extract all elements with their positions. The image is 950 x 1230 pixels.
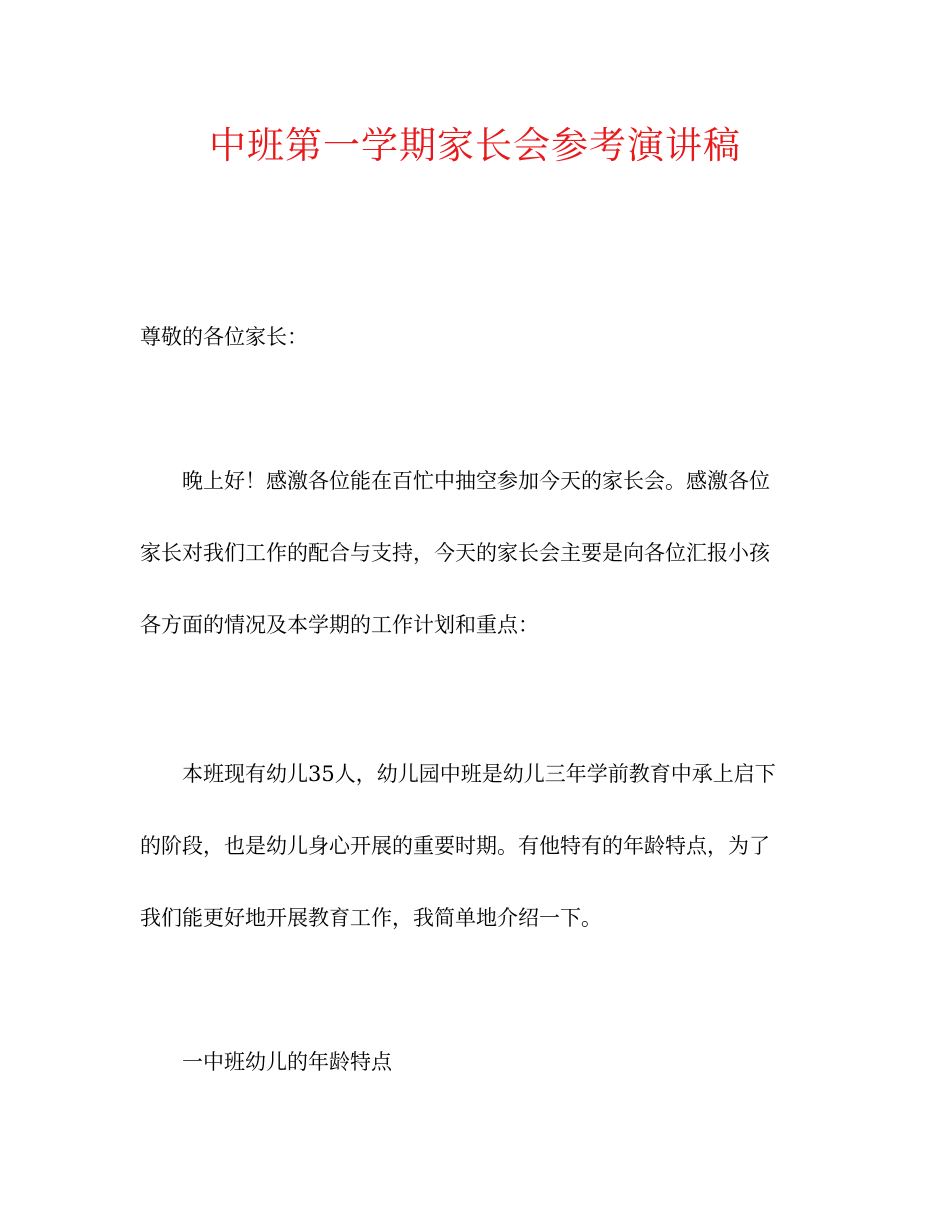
section-heading: 一中班幼儿的年龄特点 <box>182 1050 392 1074</box>
paragraph-class-info <box>140 757 812 973</box>
paragraph-line: 各方面的情况及本学期的工作计划和重点： <box>140 613 539 637</box>
greeting-line: 尊敬的各位家长： <box>140 325 308 349</box>
paragraph-line: 的阶段，也是幼儿身心开展的重要时期。有他特有的年龄特点，为了 <box>140 834 770 858</box>
paragraph-intro <box>140 464 812 680</box>
document-title: 中班第一学期家长会参考演讲稿 <box>209 124 741 167</box>
paragraph-line: 我们能更好地开展教育工作，我简单地介绍一下。 <box>140 906 602 930</box>
paragraph-line: 本班现有幼儿35人，幼儿园中班是幼儿三年学前教育中承上启下 <box>182 762 776 786</box>
paragraph-line: 晚上好！感激各位能在百忙中抽空参加今天的家长会。感激各位 <box>182 469 770 493</box>
paragraph-line: 家长对我们工作的配合与支持，今天的家长会主要是向各位汇报小孩 <box>140 541 770 565</box>
